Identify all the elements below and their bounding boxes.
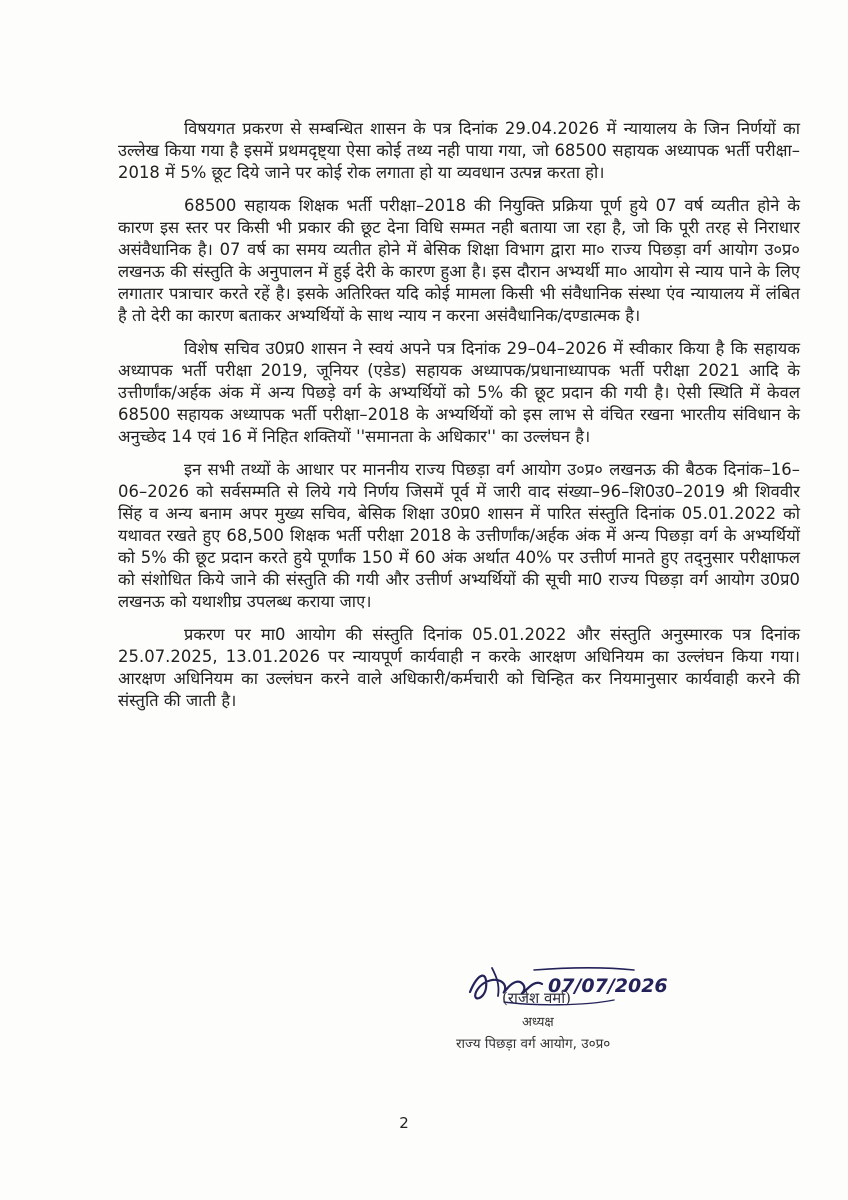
- signatory-name: (राजेश वर्मा): [502, 989, 572, 1007]
- signatory-designation: अध्यक्ष: [522, 1015, 554, 1030]
- signatory-organization: राज्य पिछड़ा वर्ग आयोग, उ०प्र०: [456, 1036, 611, 1052]
- page-number: 2: [399, 1114, 409, 1132]
- paragraph-1: विषयगत प्रकरण से सम्बन्धित शासन के पत्र दिनांक 29.04.2026 में न्यायालय के जिन निर्णयों का उल्लेख किया गया है इसमें प्रथमदृष्ट्या ऐसा कोई तथ्य नही पाया गया, जो 68500 सहायक अध्यापक भर्ती परीक्षा–2018 में 5% छूट दिये जाने पर कोई रोक लगाता हो या व्यवधान उत्पन्न करता हो।: [118, 119, 800, 182]
- signature-block: [440, 962, 670, 1062]
- signature-date: 07/07/2026: [548, 975, 668, 997]
- paragraph-2: 68500 सहायक शिक्षक भर्ती परीक्षा–2018 की नियुक्ति प्रक्रिया पूर्ण हुये 07 वर्ष व्यतीत होने के कारण इस स्तर पर किसी भी प्रकार की छूट देना विधि सम्मत नही बताया जा रहा है, जो कि पूरी तरह से निराधार असंवैधानिक है। 07 वर्ष का समय व्यतीत होने में बेसिक शिक्षा विभाग द्वारा मा० राज्य पिछड़ा वर्ग आयोग उ०प्र० लखनऊ की संस्तुति के अनुपालन में हुई देरी के कारण हुआ है। इस दौरान अभ्यर्थी मा० आयोग से न्याय पाने के लिए लगातार पत्राचार करते रहें है। इसके अतिरिक्त यदि कोई मामला किसी भी संवैधानिक संस्था एंव न्यायालय में लंबित है तो देरी का कारण बताकर अभ्यर्थियों के साथ न्याय न करना असंवैधानिक/दण्डात्मक है।: [118, 196, 800, 325]
- paragraph-3: विशेष सचिव उ0प्र0 शासन ने स्वयं अपने पत्र दिनांक 29–04–2026 में स्वीकार किया है कि सहायक अध्यापक भर्ती परीक्षा 2019, जूनियर (एडेड) सहायक अध्यापक/प्रधानाध्यापक भर्ती परीक्षा 2021 आदि के उत्तीर्णांक/अर्हक अंक में अन्य पिछड़े वर्ग के अभ्यर्थियों को 5% की छूट प्रदान की गयी है। ऐसी स्थिति में केवल 68500 सहायक अध्यापक भर्ती परीक्षा–2018 के अभ्यर्थियों को इस लाभ से वंचित रखना भारतीय संविधान के अनुच्छेद 14 एवं 16 में निहित शक्तियों ''समानता के अधिकार'' का उल्लंघन है।: [118, 339, 800, 446]
- paragraph-4: इन सभी तथ्यों के आधार पर माननीय राज्य पिछड़ा वर्ग आयोग उ०प्र० लखनऊ की बैठक दिनांक–16–06–2026 को सर्वसम्मति से लिये गये निर्णय जिसमें पूर्व में जारी वाद संख्या–96–शि0उ0–2019 श्री शिववीर सिंह व अन्य बनाम अपर मुख्य सचिव, बेसिक शिक्षा उ0प्र0 शासन में पारित संस्तुति दिनांक 05.01.2022 को यथावत रखते हुए 68,500 शिक्षक भर्ती परीक्षा 2018 के उत्तीर्णांक/अर्हक अंक में अन्य पिछड़ा वर्ग के अभ्यर्थियों को 5% की छूट प्रदान करते हुये पूर्णांक 150 में 60 अंक अर्थात 40% पर उत्तीर्ण मानते हुए तद्नुसार परीक्षाफल को संशोधित किये जाने की संस्तुति की गयी और उत्तीर्ण अभ्यर्थियों की सूची मा0 राज्य पिछड़ा वर्ग आयोग उ0प्र0 लखनऊ को यथाशीघ्र उपलब्ध कराया जाए।: [118, 460, 800, 611]
- letter-body: [118, 118, 800, 723]
- paragraph-5: प्रकरण पर मा0 आयोग की संस्तुति दिनांक 05.01.2022 और संस्तुति अनुस्मारक पत्र दिनांक 25.07.2025, 13.01.2026 पर न्यायपूर्ण कार्यवाही न करके आरक्षण अधिनियम का उल्लंघन किया गया। आरक्षण अधिनियम का उल्लंघन करने वाले अधिकारी/कर्मचारी को चिन्हित कर नियमानुसार कार्यवाही करने की संस्तुति की जाती है।: [118, 625, 800, 710]
